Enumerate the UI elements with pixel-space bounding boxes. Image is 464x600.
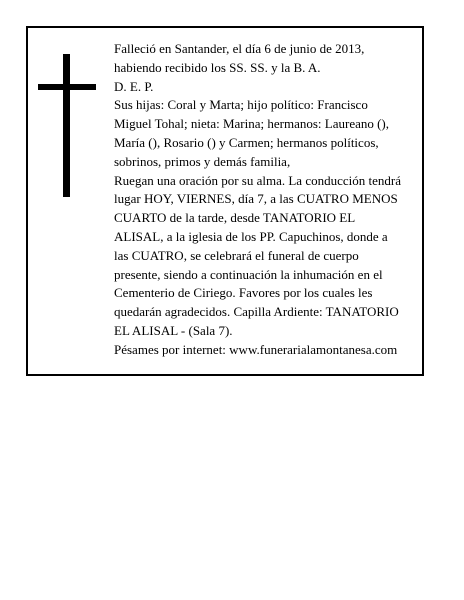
cross-vertical-bar xyxy=(63,54,70,197)
notice-line: ALISAL, a la iglesia de los PP. Capuchinos, donde a xyxy=(114,228,388,244)
obituary-text xyxy=(114,40,424,360)
notice-line: sobrinos, primos y demás familia, xyxy=(114,153,291,169)
notice-line: Cementerio de Ciriego. Favores por los cuales les xyxy=(114,285,373,301)
notice-line: las CUATRO, se celebrará el funeral de cuerpo xyxy=(114,247,359,263)
notice-line: CUARTO de la tarde, desde TANATORIO EL xyxy=(114,210,356,226)
notice-line: habiendo recibido los SS. SS. y la B. A. xyxy=(114,59,321,75)
notice-line: Miguel Tohal; nieta: Marina; hermanos: Laureano (), xyxy=(114,116,390,132)
notice-line: María (), Rosario () y Carmen; hermanos políticos, xyxy=(114,134,379,150)
notice-line: Falleció en Santander, el día 6 de junio de 2013, xyxy=(114,41,365,56)
notice-line: Ruegan una oración por su alma. La conducción tendrá xyxy=(114,172,401,188)
notice-line: EL ALISAL - (Sala 7). xyxy=(114,322,233,338)
cross-horizontal-bar xyxy=(38,84,96,90)
notice-line: Pésames por internet: www.funerarialamontanesa.com xyxy=(114,341,398,357)
notice-line: presente, siendo a continuación la inhumación en el xyxy=(114,266,383,282)
notice-line: quedarán agradecidos. Capilla Ardiente: TANATORIO xyxy=(114,304,399,320)
notice-line: D. E. P. xyxy=(114,78,154,94)
notice-line: lugar HOY, VIERNES, día 7, a las CUATRO MENOS xyxy=(114,191,398,207)
notice-line: Sus hijas: Coral y Marta; hijo político: Francisco xyxy=(114,97,368,113)
